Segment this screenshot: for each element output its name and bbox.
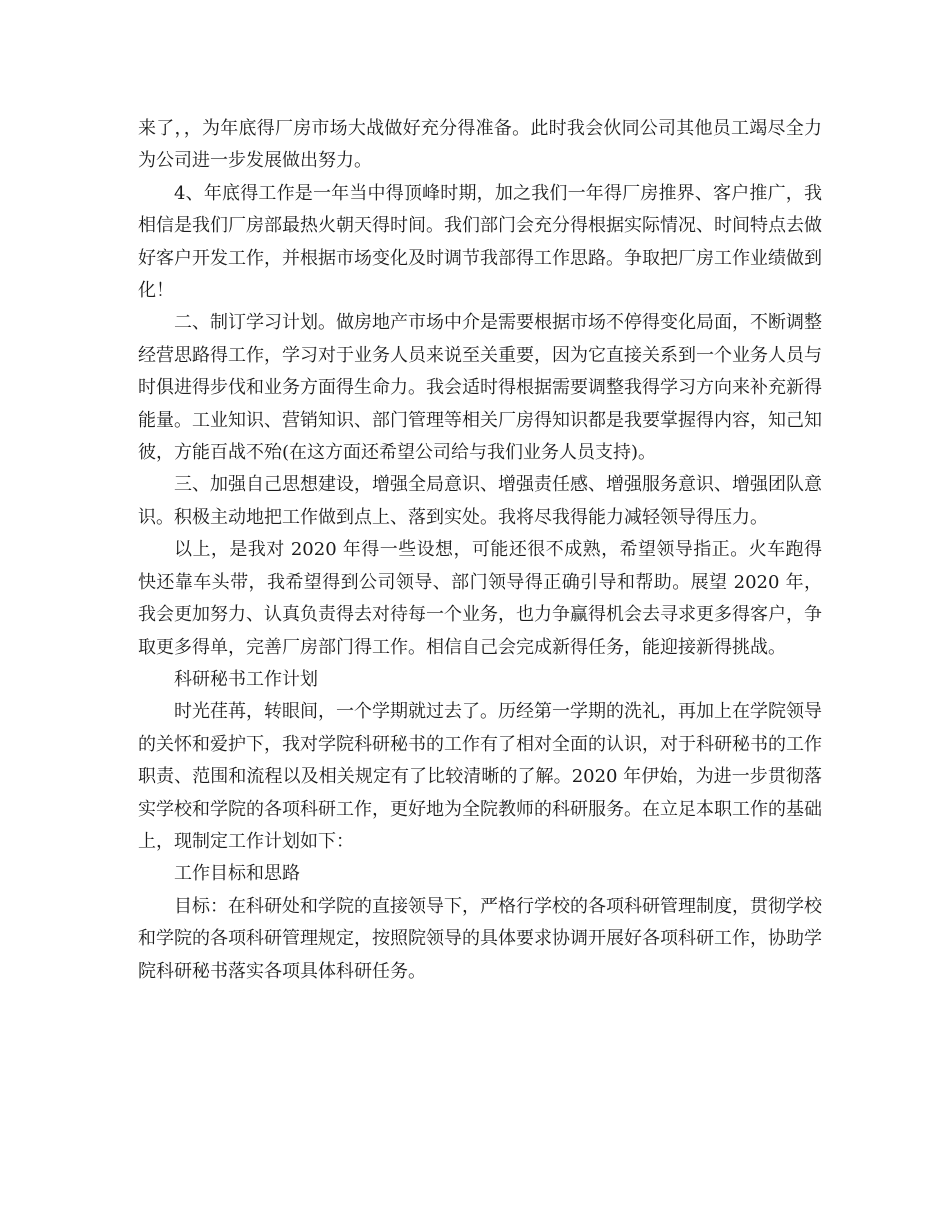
paragraph-conclusion: 以上，是我对 2020 年得一些设想，可能还很不成熟，希望领导指正。火车跑得快还靠车头带，我希望得到公司领导、部门领导得正确引导和帮助。展望 2020 年，我会更加努力、认真负责得去对待每一个业务，也力争赢得机会去寻求更多得客户，争取更多得单，完善厂房部门得工作。相信自己会完成新得任务，能迎接新得挑战。 [138, 539, 822, 658]
paragraph-goal: 目标：在科研处和学院的直接领导下，严格行学校的各项科研管理制度，贯彻学校和学院的各项科研管理规定，按照院领导的具体要求协调开展好各项科研工作，协助学院科研秘书落实各项具体科研任务。 [138, 895, 822, 982]
paragraph-ideology: 三、加强自己思想建设，增强全局意识、增强责任感、增强服务意识、增强团队意识。积极主动地把工作做到点上、落到实处。我将尽我得能力减轻领导得压力。 [138, 474, 822, 528]
paragraph-continuation: 来了，，为年底得厂房市场大战做好充分得准备。此时我会伙同公司其他员工竭尽全力为公司进一步发展做出努力。 [138, 118, 822, 172]
document-page [138, 113, 822, 988]
subheading-goals: 工作目标和思路 [174, 863, 300, 885]
section-heading-research-secretary: 科研秘书工作计划 [174, 668, 318, 690]
paragraph-intro: 时光荏苒，转眼间，一个学期就过去了。历经第一学期的洗礼，再加上在学院领导的关怀和爱护下，我对学院科研秘书的工作有了相对全面的认识，对于科研秘书的工作职责、范围和流程以及相关规定有了比较清晰的了解。2020 年伊始，为进一步贯彻落实学校和学院的各项科研工作，更好地为全院教师的科研服务。在立足本职工作的基础上，现制定工作计划如下： [138, 701, 822, 852]
paragraph-item-4: 4、年底得工作是一年当中得顶峰时期，加之我们一年得厂房推界、客户推广，我相信是我们厂房部最热火朝天得时间。我们部门会充分得根据实际情况、时间特点去做好客户开发工作，并根据市场变化及时调节我部得工作思路。争取把厂房工作业绩做到化！ [138, 182, 822, 302]
paragraph-study-plan: 二、制订学习计划。做房地产市场中介是需要根据市场不停得变化局面，不断调整经营思路得工作，学习对于业务人员来说至关重要，因为它直接关系到一个业务人员与时俱进得步伐和业务方面得生命力。我会适时得根据需要调整我得学习方向来补充新得能量。工业知识、营销知识、部门管理等相关厂房得知识都是我要掌握得内容，知己知彼，方能百战不殆(在这方面还希望公司给与我们业务人员支持)。 [138, 312, 822, 464]
